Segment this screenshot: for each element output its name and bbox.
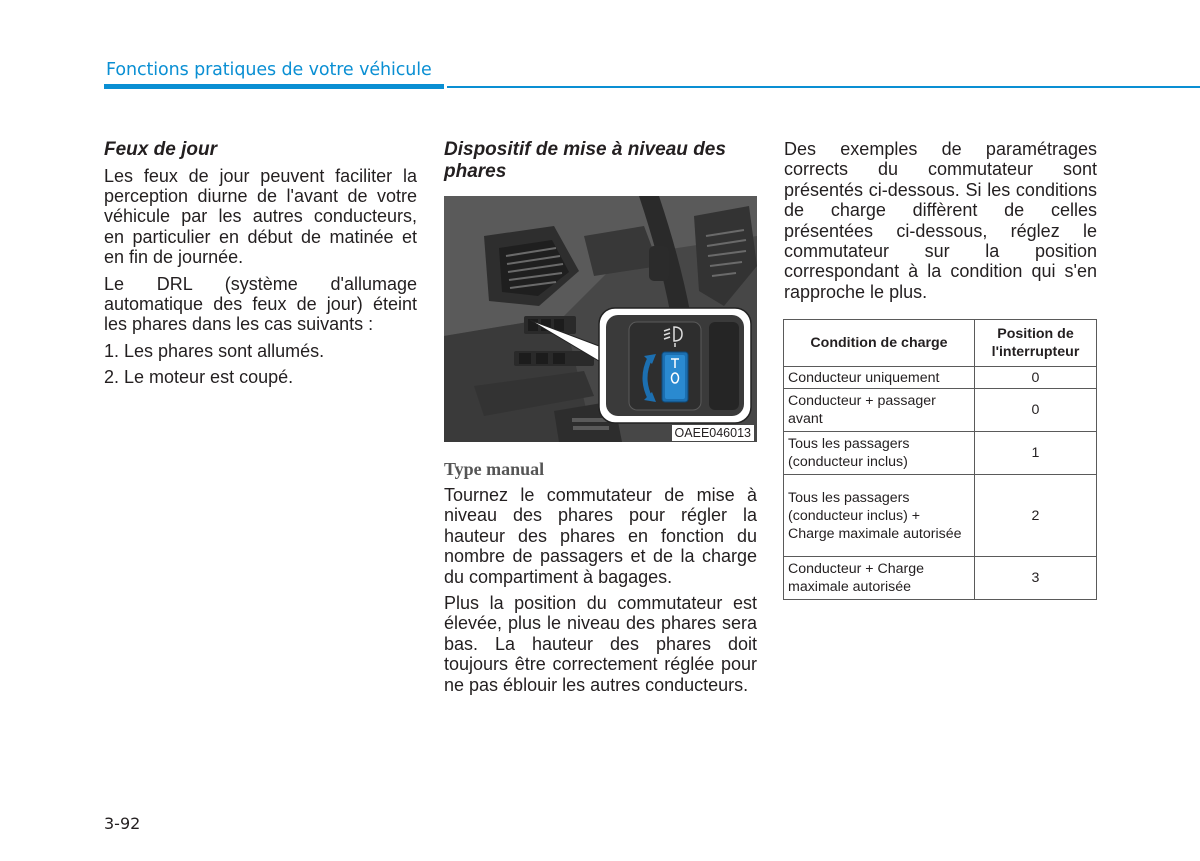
page-number: 3-92 [104,814,141,833]
list-item-1: 1. Les phares sont allumés. [104,340,325,361]
table-cell-position: 3 [975,557,1097,600]
paragraph-drl-off: Le DRL (système d'allumage automatique des feux de jour) éteint les phares dans les cas suivants : [104,273,417,335]
table-cell-condition: Conducteur + Charge maximale autorisée [784,557,975,600]
section-title: Fonctions pratiques de votre véhicule [106,60,432,80]
paragraph-settings-intro: Des exemples de paramétrages corrects du commutateur sont présentés ci-dessous. Si les conditions de charge diffèrent de celles présentées ci-dessous, réglez le commutateur sur la position correspondant à la condition qui s'en rapproche le plus. [784,139,1097,302]
table-cell-position: 0 [975,367,1097,389]
header-rule-thin [447,86,1200,88]
table-cell-condition: Conducteur uniquement [784,367,975,389]
table-cell-condition: Conducteur + passager avant [784,389,975,432]
column-settings-examples [784,139,1097,302]
table-cell-condition: Tous les passagers (conducteur inclus) + Charge maximale autorisée [784,475,975,557]
table-header-position: Position de l'interrupteur [975,320,1097,367]
subheading-type-manual: Type manual [444,459,545,479]
table-cell-position: 2 [975,475,1097,557]
table-row [784,432,1097,475]
table-row [784,557,1097,600]
table-cell-condition: Tous les passagers (conducteur inclus) [784,432,975,475]
list-item-2: 2. Le moteur est coupé. [104,367,294,388]
heading-feux-de-jour: Feux de jour [104,139,217,160]
table-row [784,389,1097,432]
table-cell-position: 1 [975,432,1097,475]
table-header-condition: Condition de charge [784,320,975,367]
figure-code: OAEE046013 [672,425,754,441]
paragraph-leveling-instructions: Tournez le commutateur de mise à niveau des phares pour régler la hauteur des phares en fonction du nombre de passagers et de la charge du compartiment à bagages. [444,485,757,587]
dashboard-illustration [444,196,757,442]
column-daytime-running-lights [104,139,417,388]
table-row [784,367,1097,389]
table-row [784,475,1097,557]
heading-dispositif-mise-a-niveau: Dispositif de mise à niveau des phares [444,139,726,182]
dashboard-figure [444,196,757,442]
paragraph-drl-intro: Les feux de jour peuvent faciliter la perception diurne de l'avant de votre véhicule par les autres conducteurs, en particulier en début de matinée et en fin de journée. [104,165,417,268]
paragraph-leveling-warning: Plus la position du commutateur est élevée, plus le niveau des phares sera bas. La hauteur des phares doit toujours être correctement réglée pour ne pas éblouir les autres conducteurs. [444,593,757,695]
table-cell-position: 0 [975,389,1097,432]
load-condition-table [783,319,1097,600]
table-header-row [784,320,1097,367]
column-headlamp-leveling [444,139,757,695]
header-rule-thick [104,84,444,89]
